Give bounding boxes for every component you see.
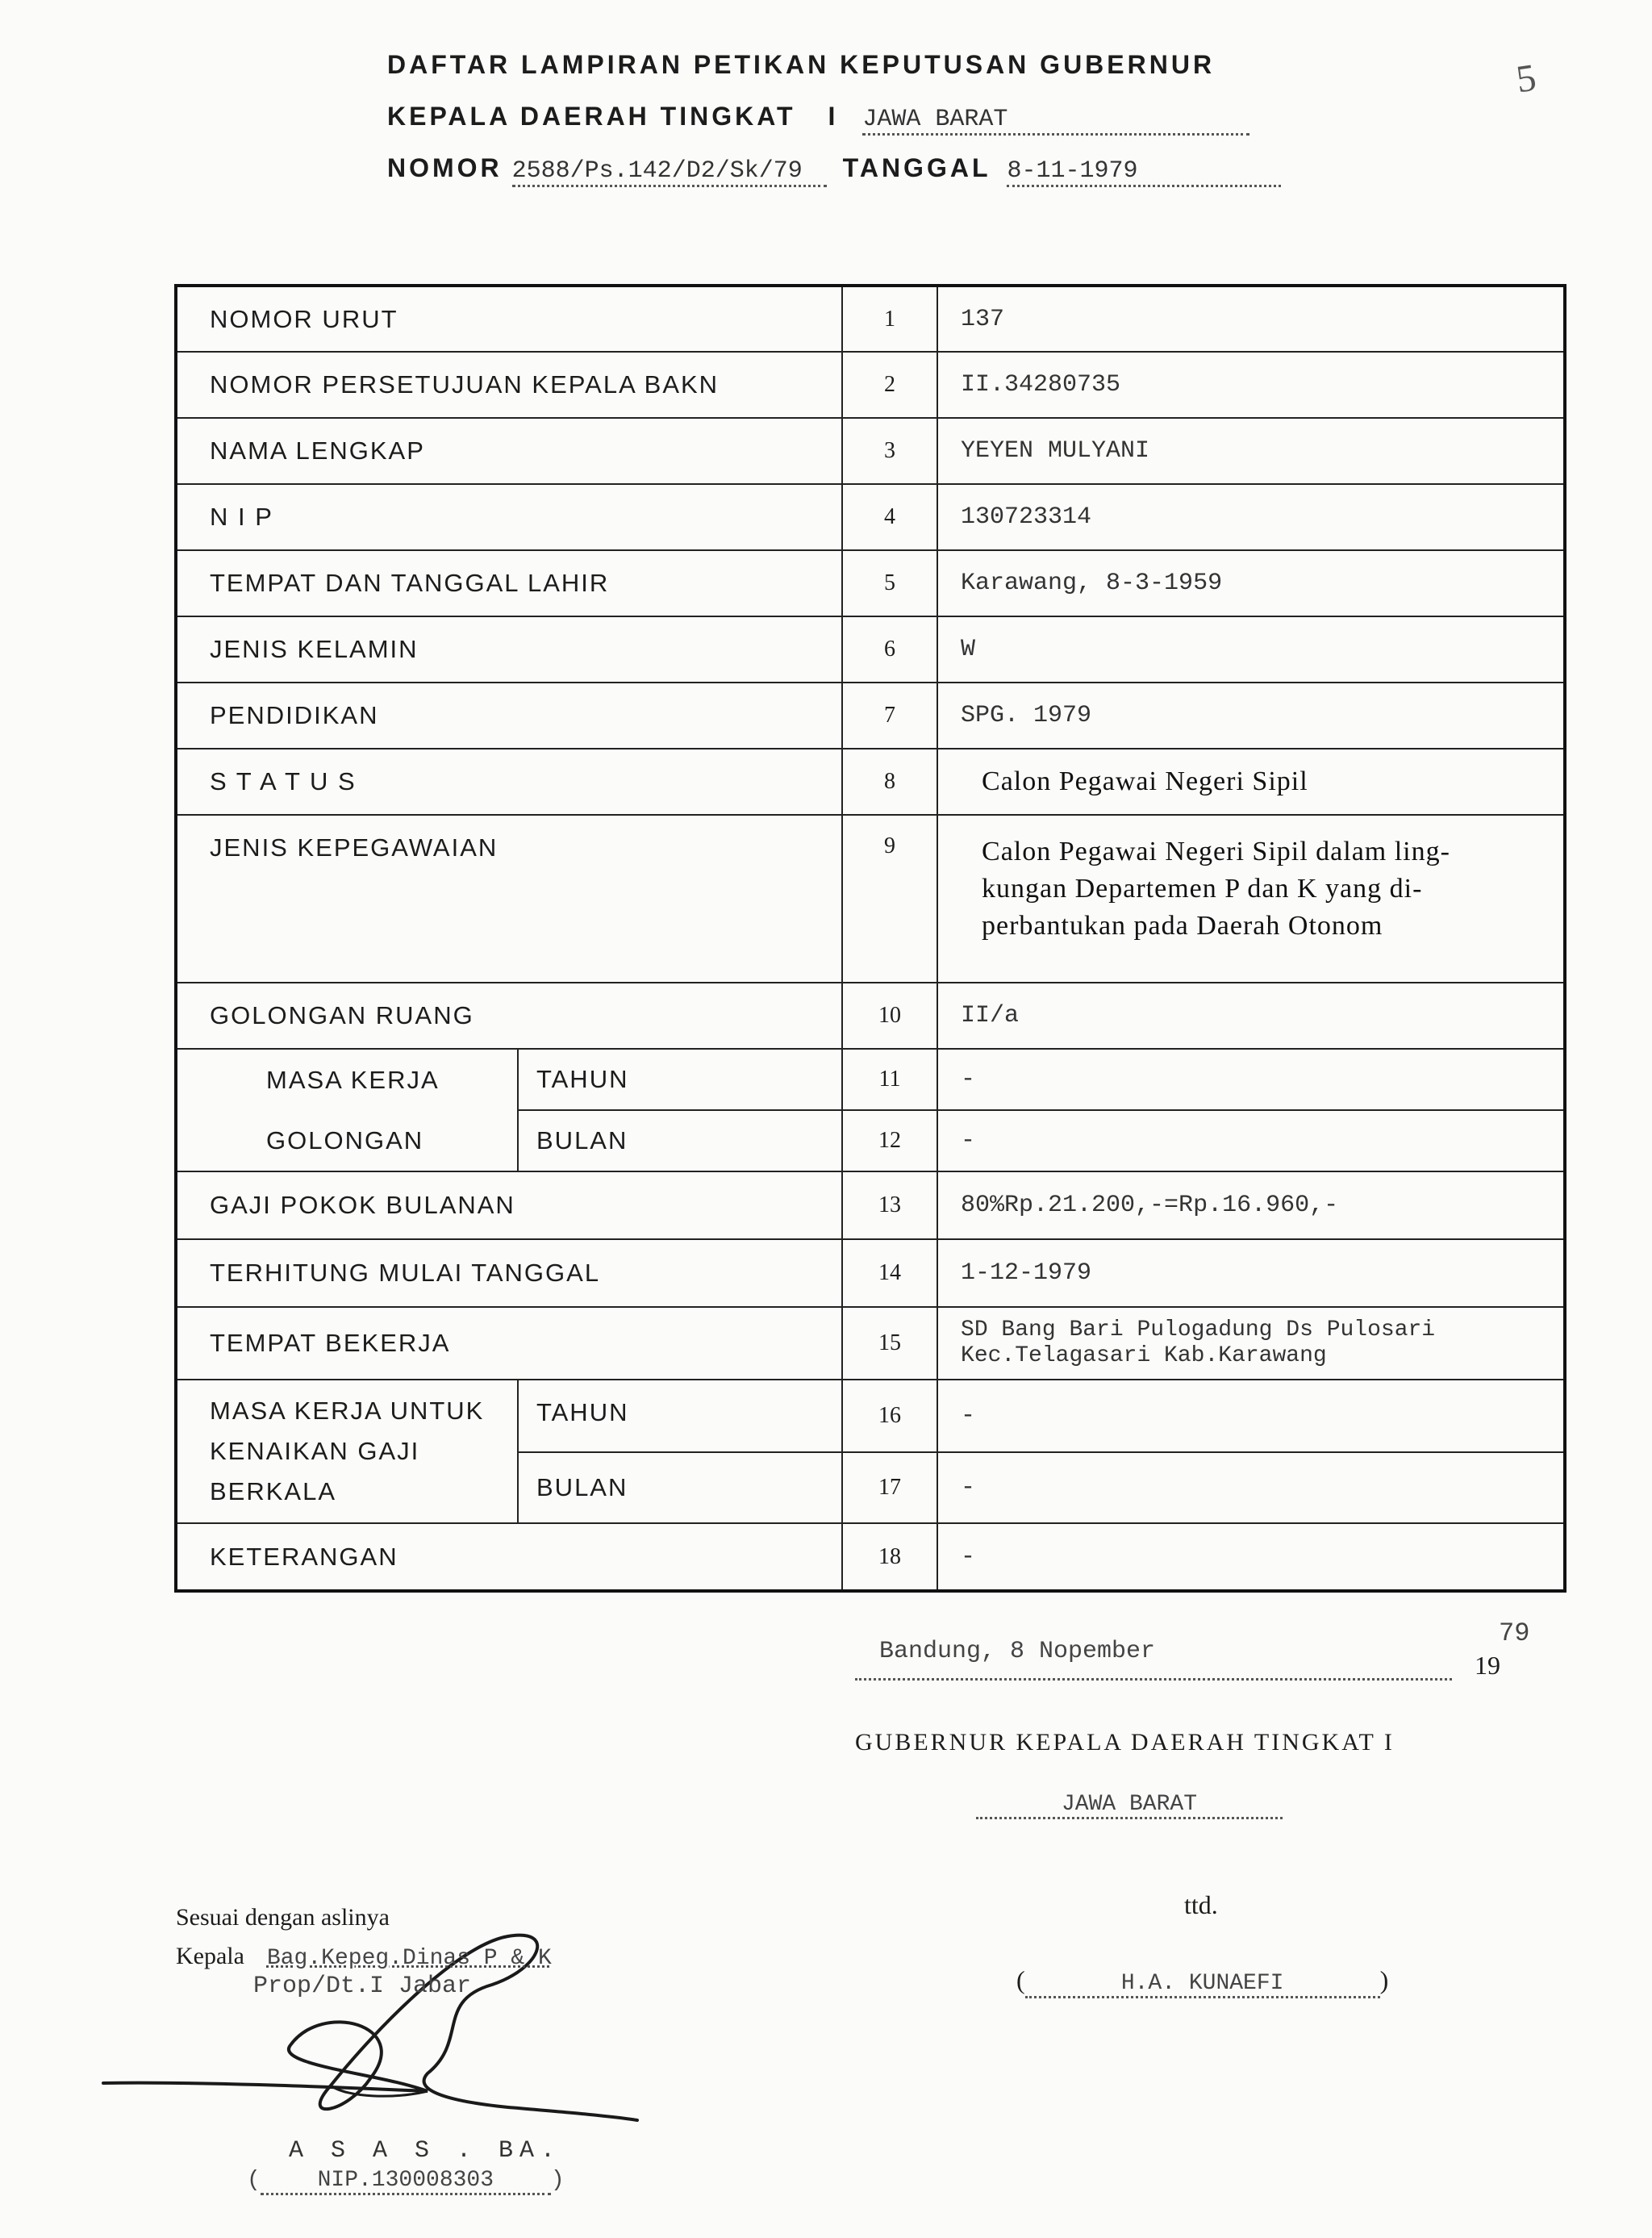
- ttd-mark: ttd.: [1184, 1890, 1218, 1919]
- row-value: 80%Rp.21.200,-=Rp.16.960,-: [937, 1171, 1565, 1239]
- table-row: [176, 1523, 1565, 1591]
- table-row: [176, 683, 1565, 749]
- row-value-line: Kec.Telagasari Kab.Karawang: [961, 1343, 1327, 1368]
- row-value: II.34280735: [937, 352, 1565, 418]
- header-nomor-value: 2588/Ps.142/D2/Sk/79: [512, 157, 827, 187]
- row-number: 4: [842, 484, 937, 550]
- row-label: PENDIDIKAN: [176, 683, 842, 749]
- row-number: 16: [842, 1380, 937, 1452]
- row-number: 13: [842, 1171, 937, 1239]
- row-label: TEMPAT DAN TANGGAL LAHIR: [176, 550, 842, 616]
- row-number: 9: [842, 815, 937, 983]
- row-label: GOLONGAN RUANG: [176, 983, 842, 1049]
- header-line-1: [387, 50, 1355, 102]
- official-name: A S A S . BA.: [289, 2137, 562, 2165]
- header-tanggal-value: 8-11-1979: [1007, 157, 1281, 187]
- row-number: 8: [842, 749, 937, 815]
- row-label-line: BERKALA: [210, 1477, 337, 1505]
- year-suffix: 79: [1499, 1618, 1530, 1648]
- row-value: W: [937, 616, 1565, 683]
- row-value-line: perbantukan pada Daerah Otonom: [982, 911, 1383, 941]
- row-label: MASA KERJA: [176, 1049, 518, 1110]
- row-value: -: [937, 1523, 1565, 1591]
- row-label: TEMPAT BEKERJA: [176, 1307, 842, 1380]
- header-region-roman: I: [828, 102, 839, 131]
- row-label: JENIS KELAMIN: [176, 616, 842, 683]
- row-label: [176, 1380, 518, 1523]
- row-label: N I P: [176, 484, 842, 550]
- certification-block: [176, 1904, 740, 2195]
- table-row: [176, 983, 1565, 1049]
- row-label-line: MASA KERJA UNTUK: [210, 1397, 485, 1425]
- row-number: 10: [842, 983, 937, 1049]
- row-value: [937, 1307, 1565, 1380]
- row-label: KETERANGAN: [176, 1523, 842, 1591]
- row-value: -: [937, 1110, 1565, 1171]
- table-row: [176, 1307, 1565, 1380]
- row-value: 130723314: [937, 484, 1565, 550]
- kepala-unit-line2: Prop/Dt.I Jabar: [253, 1973, 472, 2000]
- row-sublabel: BULAN: [518, 1452, 842, 1523]
- row-label-line: KENAIKAN GAJI: [210, 1437, 420, 1465]
- official-nip-line: [247, 2168, 740, 2195]
- row-value: YEYEN MULYANI: [937, 418, 1565, 484]
- table-row: [176, 1110, 1565, 1171]
- header-line-3: [387, 153, 1355, 205]
- table-row: [176, 815, 1565, 983]
- row-number: 14: [842, 1239, 937, 1307]
- row-number: 17: [842, 1452, 937, 1523]
- governor-title: GUBERNUR KEPALA DAERAH TINGKAT I: [855, 1729, 1395, 1756]
- kepala-label: Kepala: [176, 1943, 244, 1969]
- row-number: 15: [842, 1307, 937, 1380]
- table-row: [176, 1239, 1565, 1307]
- place-date: [855, 1638, 1452, 1681]
- row-label: TERHITUNG MULAI TANGGAL: [176, 1239, 842, 1307]
- row-label: S T A T U S: [176, 749, 842, 815]
- row-value: Karawang, 8-3-1959: [937, 550, 1565, 616]
- table-row: [176, 418, 1565, 484]
- row-value-line: Calon Pegawai Negeri Sipil dalam ling-: [982, 837, 1450, 866]
- table-row: [176, 484, 1565, 550]
- table-row: [176, 352, 1565, 418]
- certification-text: Sesuai dengan aslinya: [176, 1904, 390, 1931]
- year-prefix: [1475, 1618, 1530, 1681]
- header-title: DAFTAR LAMPIRAN PETIKAN KEPUTUSAN GUBERNUR: [387, 50, 1216, 79]
- place-date-line: [855, 1618, 1565, 1681]
- governor-signer-name: H.A. KUNAEFI: [1025, 1971, 1380, 1998]
- row-number: 12: [842, 1110, 937, 1171]
- row-label: NAMA LENGKAP: [176, 418, 842, 484]
- row-sublabel: TAHUN: [518, 1049, 842, 1110]
- row-value-line: kungan Departemen P dan K yang di-: [982, 874, 1423, 904]
- row-value: -: [937, 1049, 1565, 1110]
- row-label: NOMOR URUT: [176, 286, 842, 352]
- official-nip: NIP.130008303: [261, 2168, 551, 2195]
- governor-signer: [1016, 1965, 1565, 1998]
- row-value: Calon Pegawai Negeri Sipil: [937, 749, 1565, 815]
- header-tanggal-label: TANGGAL: [842, 153, 991, 182]
- row-label: GAJI POKOK BULANAN: [176, 1171, 842, 1239]
- table-row: [176, 1171, 1565, 1239]
- row-value: 1-12-1979: [937, 1239, 1565, 1307]
- governor-signature-block: [855, 1618, 1565, 1998]
- row-value: II/a: [937, 983, 1565, 1049]
- table-row: [176, 749, 1565, 815]
- governor-province: JAWA BARAT: [976, 1792, 1283, 1819]
- row-value: 137: [937, 286, 1565, 352]
- row-number: 1: [842, 286, 937, 352]
- paren-close: ): [550, 2168, 565, 2193]
- kepala-unit: Bag.Kepeg.Dinas P & K: [266, 1946, 552, 1971]
- table-row: [176, 1049, 1565, 1110]
- table-row: [176, 550, 1565, 616]
- row-number: 5: [842, 550, 937, 616]
- paren-open: (: [1016, 1965, 1025, 1994]
- row-label: NOMOR PERSETUJUAN KEPALA BAKN: [176, 352, 842, 418]
- document-header: [387, 50, 1355, 205]
- row-value: [937, 815, 1565, 983]
- row-number: 6: [842, 616, 937, 683]
- table-row: [176, 286, 1565, 352]
- row-number: 3: [842, 418, 937, 484]
- row-number: 18: [842, 1523, 937, 1591]
- paren-open: (: [247, 2168, 261, 2193]
- row-sublabel: TAHUN: [518, 1380, 842, 1452]
- page-number-mark: 5: [1513, 56, 1539, 102]
- paren-close: ): [1379, 1965, 1389, 1994]
- header-region-value: JAWA BARAT: [862, 106, 1249, 136]
- header-region-label: KEPALA DAERAH TINGKAT: [387, 102, 796, 131]
- row-label: GOLONGAN: [176, 1110, 518, 1171]
- row-value: -: [937, 1380, 1565, 1452]
- row-number: 7: [842, 683, 937, 749]
- kepala-line: [176, 1943, 740, 1971]
- row-value: SPG. 1979: [937, 683, 1565, 749]
- table-row: [176, 616, 1565, 683]
- row-sublabel: BULAN: [518, 1110, 842, 1171]
- table-row: [176, 1380, 1565, 1452]
- place-date-text: Bandung, 8 Nopember: [879, 1638, 1156, 1665]
- row-value-line: SD Bang Bari Pulogadung Ds Pulosari: [961, 1317, 1436, 1342]
- row-label: JENIS KEPEGAWAIAN: [176, 815, 842, 983]
- row-value: -: [937, 1452, 1565, 1523]
- year-prefix-text: 19: [1475, 1651, 1500, 1680]
- row-number: 11: [842, 1049, 937, 1110]
- header-line-2: [387, 102, 1355, 153]
- data-table: [174, 284, 1566, 1593]
- header-nomor-label: NOMOR: [387, 153, 503, 182]
- row-number: 2: [842, 352, 937, 418]
